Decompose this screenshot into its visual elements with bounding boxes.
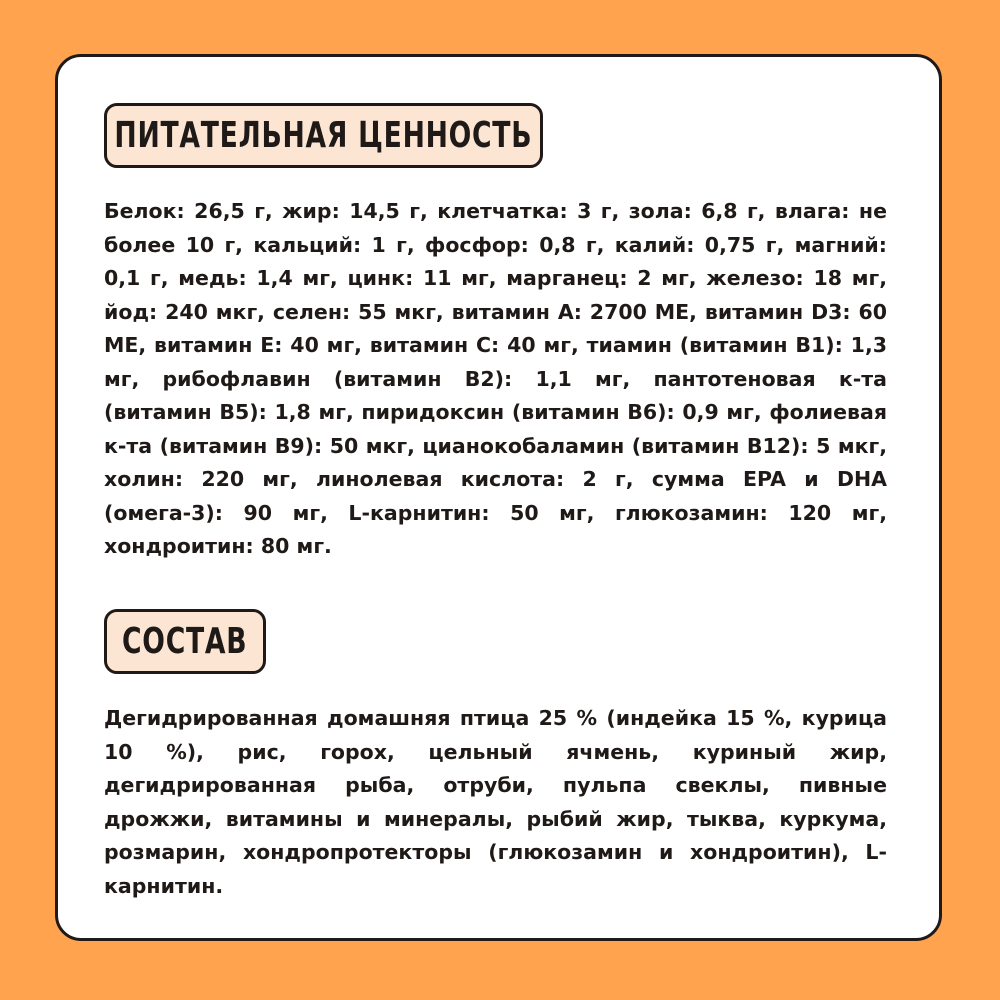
composition-text: Дегидрированная домашняя птица 25 % (индейка 15 %, курица 10 %), рис, горох, цельный ячмень, куриный жир, дегидрированная рыба, отруби, пульпа свеклы, пивные дрожжи, витамины и минералы, рыбий жир, тыква, куркума, розмарин, хондропротекторы (глюкозамин и хондроитин), L-карнитин. <box>104 706 887 898</box>
nutrition-text: Белок: 26,5 г, жир: 14,5 г, клетчатка: 3 г, зола: 6,8 г, влага: не более 10 г, кальций: 1 г, фосфор: 0,8 г, калий: 0,75 г, магний: 0,1 г, медь: 1,4 мг, цинк: 11 мг, марганец: 2 мг, железо: 18 мг, йод: 240 мкг, селен: 55 мкг, витамин А: 2700 МЕ, витамин D3: 60 МЕ, витамин Е: 40 мг, витамин С: 40 мг, тиамин (витамин В1): 1,3 мг, рибофлавин (витамин В2): 1,1 мг, пантотеновая к-та (витамин В5): 1,8 мг, пиридоксин (витамин В6): 0,9 мг, фолиевая к-та (витамин В9): 50 мкг, цианокобаламин (витамин В12): 5 мкг, холин: 220 мг, линолевая кислота: 2 г, сумма EPA и DHA (омега-3): 90 мг, L-карнитин: 50 мг, глюкозамин: 120 мг, хондроитин: 80 мг. <box>104 199 887 558</box>
nutrition-heading: ПИТАТЕЛЬНАЯ ЦЕННОСТЬ <box>114 115 533 156</box>
composition-heading-badge <box>104 609 266 674</box>
composition-heading: СОСТАВ <box>122 621 248 662</box>
info-card <box>55 54 942 941</box>
nutrition-heading-badge <box>104 103 543 168</box>
